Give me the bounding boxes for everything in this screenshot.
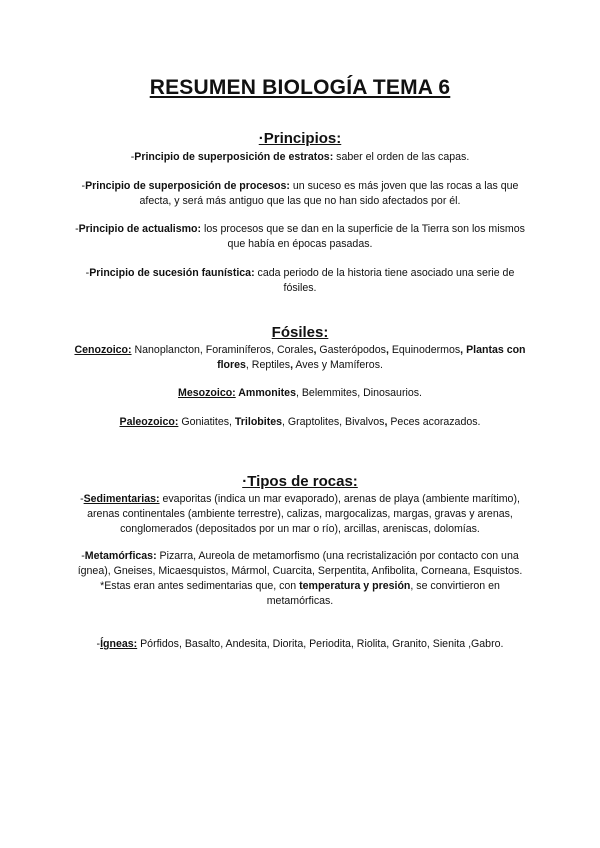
- fosiles-cenozoico: Cenozoico: Nanoplancton, Foraminíferos, Corales, Gasterópodos, Equinodermos, Plantas con flores, Reptiles, Aves y Mamíferos.: [74, 344, 526, 371]
- principio-actualismo: -Principio de actualismo: los procesos que se dan en la superficie de la Tierra son los mismos que había en épocas pasadas.: [75, 223, 525, 250]
- rock-type-label: Metamórficas:: [84, 550, 157, 562]
- rock-type-label: Ígneas:: [100, 638, 138, 650]
- principio-estratos: -Principio de superposición de estratos: saber el orden de las capas.: [130, 151, 470, 163]
- principio-procesos: -Principio de superposición de procesos: un suceso es más joven que las rocas a las que afecta, y será más antiguo que las que no han sido afectados por él.: [81, 180, 519, 207]
- rocas-sedimentarias: -Sedimentarias: evaporitas (indica un mar evaporado), arenas de playa (ambiente marítimo), arenas continentales (ambiente terrestre), calizas, margocalizas, margas, gravas y arenas, conglomerados (depositados por un mar o río), arcillas, areniscas, dolomías.: [80, 493, 520, 535]
- principio-term: Principio de superposición de estratos:: [134, 151, 334, 163]
- era-label: Cenozoico:: [74, 344, 132, 356]
- era-label: Mesozoico:: [178, 387, 236, 399]
- principio-sucesion: -Principio de sucesión faunística: cada periodo de la historia tiene asociado una serie de fósiles.: [85, 267, 515, 294]
- rocas-metamorficas: -Metamórficas: Pizarra, Aureola de metamorfismo (una recristalización por contacto con una ígnea), Gneises, Micaesquistos, Mármol, Cuarcita, Serpentita, Anfibolita, Corneana, Esquistos. *Estas eran antes sedimentarias que, con temperatura y presión, se convirtieron en metamórficas.: [77, 550, 523, 607]
- era-label: Paleozoico:: [119, 416, 179, 428]
- principio-term: Principio de superposición de procesos:: [85, 180, 290, 192]
- fosiles-heading: Fósiles:: [271, 324, 329, 341]
- fosiles-mesozoico: Mesozoico: Ammonites, Belemmites, Dinosaurios.: [178, 387, 422, 399]
- principio-term: Principio de actualismo:: [78, 223, 202, 235]
- rocas-heading: ·Tipos de rocas:: [242, 473, 358, 490]
- rocas-igneas: -Ígneas: Pórfidos, Basalto, Andesita, Diorita, Periodita, Riolita, Granito, Sienita ,Gabro.: [96, 638, 504, 650]
- rock-type-label: Sedimentarias:: [83, 493, 160, 505]
- fosiles-paleozoico: Paleozoico: Goniatites, Trilobites, Graptolites, Bivalvos, Peces acorazados.: [119, 416, 481, 428]
- principio-term: Principio de sucesión faunística:: [89, 267, 255, 279]
- document-title: RESUMEN BIOLOGÍA TEMA 6: [149, 76, 451, 99]
- principios-heading: ·Principios:: [258, 130, 342, 147]
